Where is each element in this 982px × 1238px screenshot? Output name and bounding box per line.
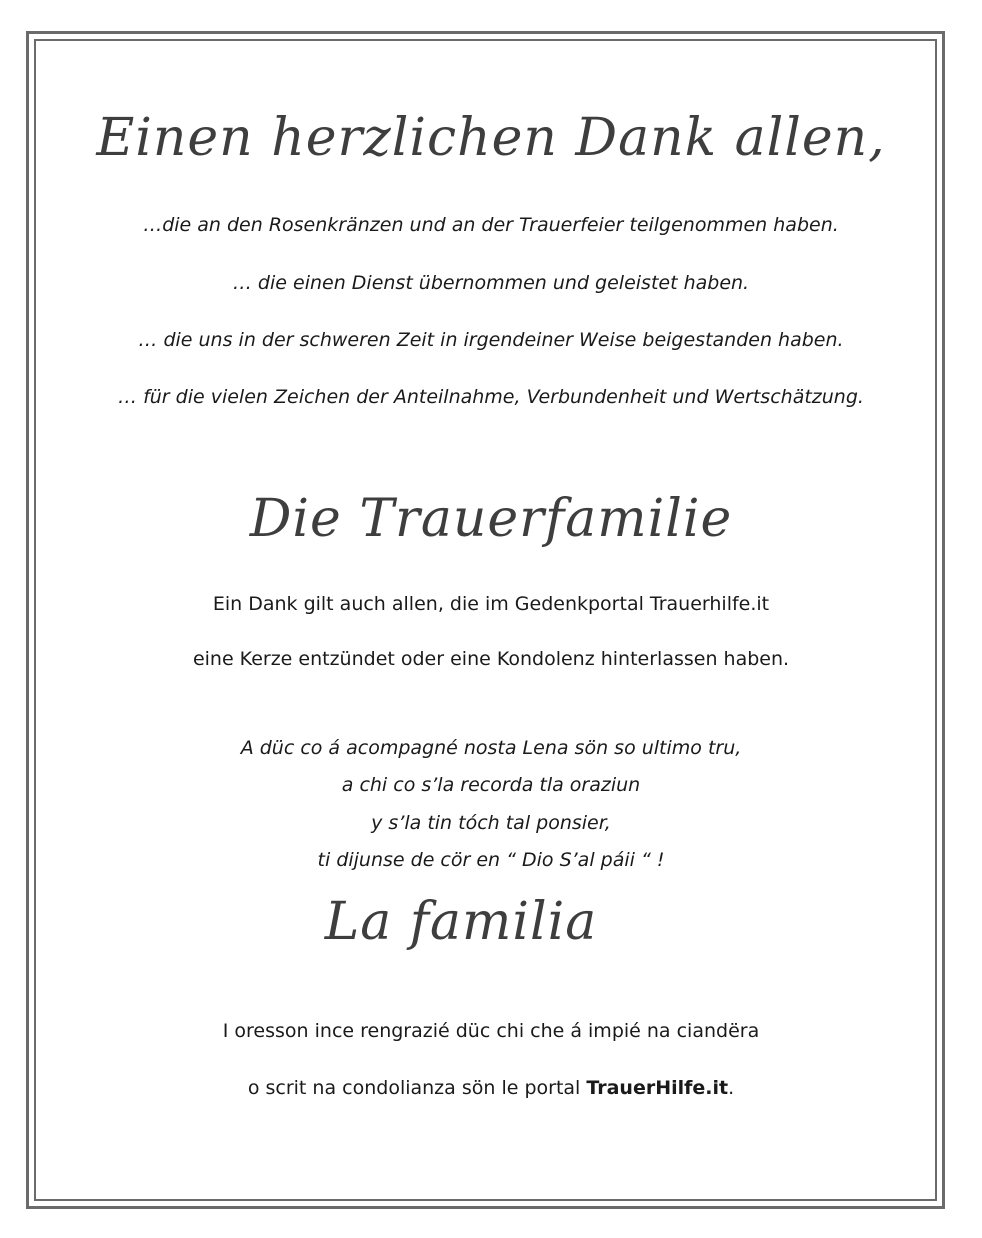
heading-familia: La familia [324,892,598,952]
portal-line-1: Ein Dank gilt auch allen, die im Gedenkportal Trauerhilfe.it [212,593,770,615]
ladin-line-2: a chi co s’la recorda tla oraziun [341,774,641,796]
ladin-line-4: ti dijunse de cör en “ Dio S’al páii “ ! [317,849,665,871]
final-line-2 [0,1077,982,1099]
thanks-line-4: … für die vielen Zeichen der Anteilnahme, Verbundenheit und Wertschätzung. [118,386,864,408]
portal-link[interactable]: TrauerHilfe.it [586,1077,729,1099]
final-line-2-suffix: . [728,1077,735,1099]
portal-line-2: eine Kerze entzündet oder eine Kondolenz hinterlassen haben. [192,648,790,670]
thanks-line-3: … die uns in der schweren Zeit in irgendeiner Weise beigestanden haben. [138,329,844,351]
heading-trauerfamilie: Die Trauerfamilie [249,489,733,549]
heading-thanks: Einen herzlichen Dank allen, [96,108,886,168]
ladin-line-3: y s’la tin tóch tal ponsier, [371,812,611,834]
thanks-line-1: …die an den Rosenkränzen und an der Trauerfeier teilgenommen haben. [143,214,839,236]
final-line-2-prefix: o scrit na condolianza sön le portal [247,1077,587,1099]
ladin-line-1: A düc co á acompagné nosta Lena sön so ultimo tru, [240,737,742,759]
final-line-1: I oresson ince rengrazié düc chi che á impié na ciandëra [222,1020,760,1042]
thanks-line-2: … die einen Dienst übernommen und geleistet haben. [232,272,750,294]
